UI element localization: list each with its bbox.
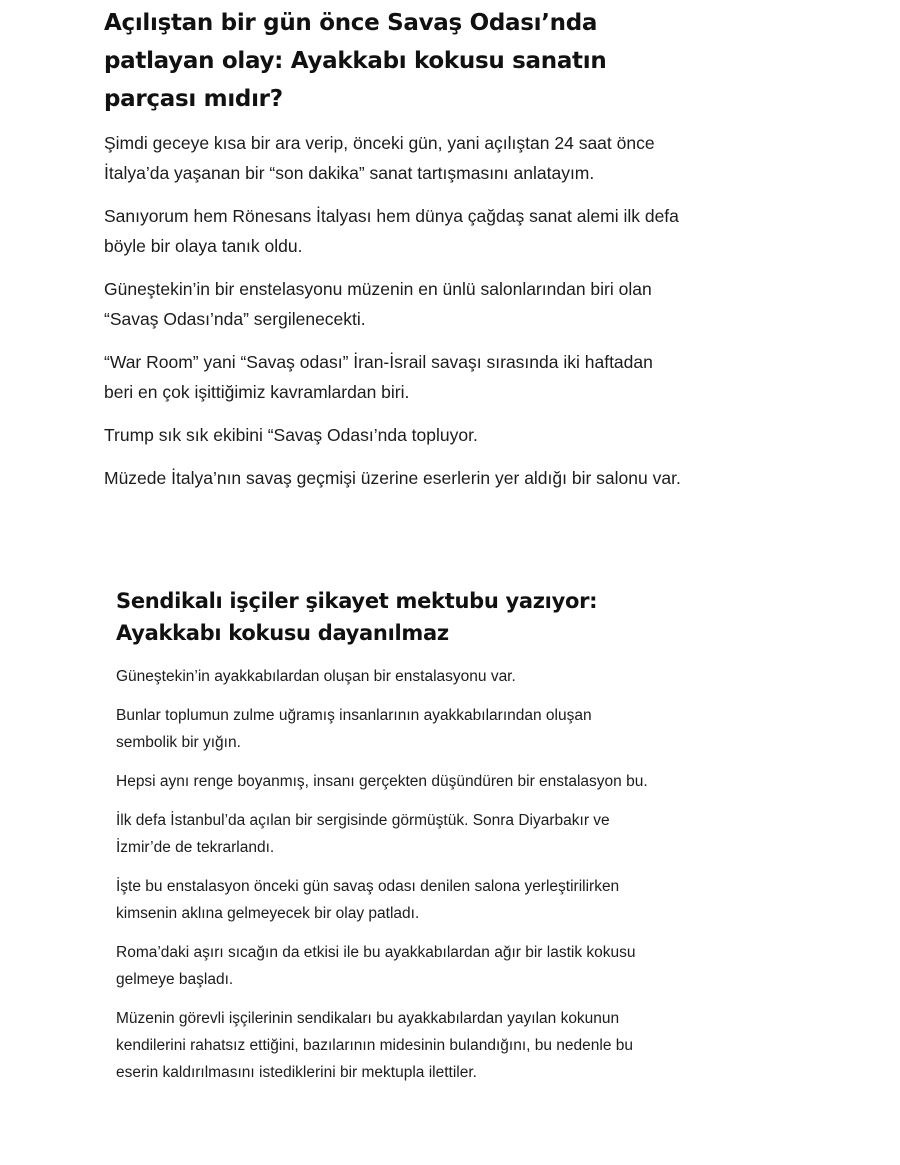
article-paragraph: Şimdi geceye kısa bir ara verip, önceki gün, yani açılıştan 24 saat önce İtalya’da yaşanan bir “son dakika” sanat tartışmasını anlatayım. bbox=[104, 133, 655, 183]
section-paragraph: Güneştekin’in ayakkabılardan oluşan bir enstalasyonu var. bbox=[116, 668, 516, 685]
section-paragraph: Müzenin görevli işçilerinin sendikaları bu ayakkabılardan yayılan kokunun kendilerini rahatsız ettiğini, bazılarının midesinin bulandığını, bu nedenle bu eserin kaldırılmasını istediklerini bir mektupla ilettiler. bbox=[116, 1010, 633, 1081]
section bbox=[116, 585, 656, 1098]
article-paragraph: Güneştekin’in bir enstelasyonu müzenin en ünlü salonlarından biri olan “Savaş Odası’nda” sergilenecekti. bbox=[104, 279, 652, 329]
article-paragraph: Sanıyorum hem Rönesans İtalyası hem dünya çağdaş sanat alemi ilk defa böyle bir olaya tanık oldu. bbox=[104, 206, 679, 256]
article bbox=[104, 0, 684, 506]
section-paragraph: Bunlar toplumun zulme uğramış insanlarının ayakkabılarından oluşan sembolik bir yığın. bbox=[116, 707, 592, 751]
section-paragraph: Hepsi aynı renge boyanmış, insanı gerçekten düşündüren bir enstalasyon bu. bbox=[116, 773, 648, 790]
section-subheadline: Sendikalı işçiler şikayet mektubu yazıyor: Ayakkabı kokusu dayanılmaz bbox=[116, 589, 598, 645]
section-paragraph: İlk defa İstanbul’da açılan bir sergisinde görmüştük. Sonra Diyarbakır ve İzmir’de de tekrarlandı. bbox=[116, 812, 610, 856]
article-paragraph: “War Room” yani “Savaş odası” İran-İsrail savaşı sırasında iki haftadan beri en çok işittiğimiz kavramlardan biri. bbox=[104, 352, 653, 402]
article-headline: Açılıştan bir gün önce Savaş Odası’nda patlayan olay: Ayakkabı kokusu sanatın parçası mıdır? bbox=[104, 10, 607, 112]
section-paragraph: İşte bu enstalasyon önceki gün savaş odası denilen salona yerleştirilirken kimsenin aklına gelmeyecek bir olay patladı. bbox=[116, 878, 620, 922]
article-paragraph: Müzede İtalya’nın savaş geçmişi üzerine eserlerin yer aldığı bir salonu var. bbox=[104, 468, 681, 488]
section-body bbox=[116, 663, 656, 1086]
section-paragraph: Roma’daki aşırı sıcağın da etkisi ile bu ayakkabılardan ağır bir lastik kokusu gelmeye başladı. bbox=[116, 944, 636, 988]
article-body bbox=[104, 128, 684, 493]
article-paragraph: Trump sık sık ekibini “Savaş Odası’nda topluyor. bbox=[104, 425, 478, 445]
